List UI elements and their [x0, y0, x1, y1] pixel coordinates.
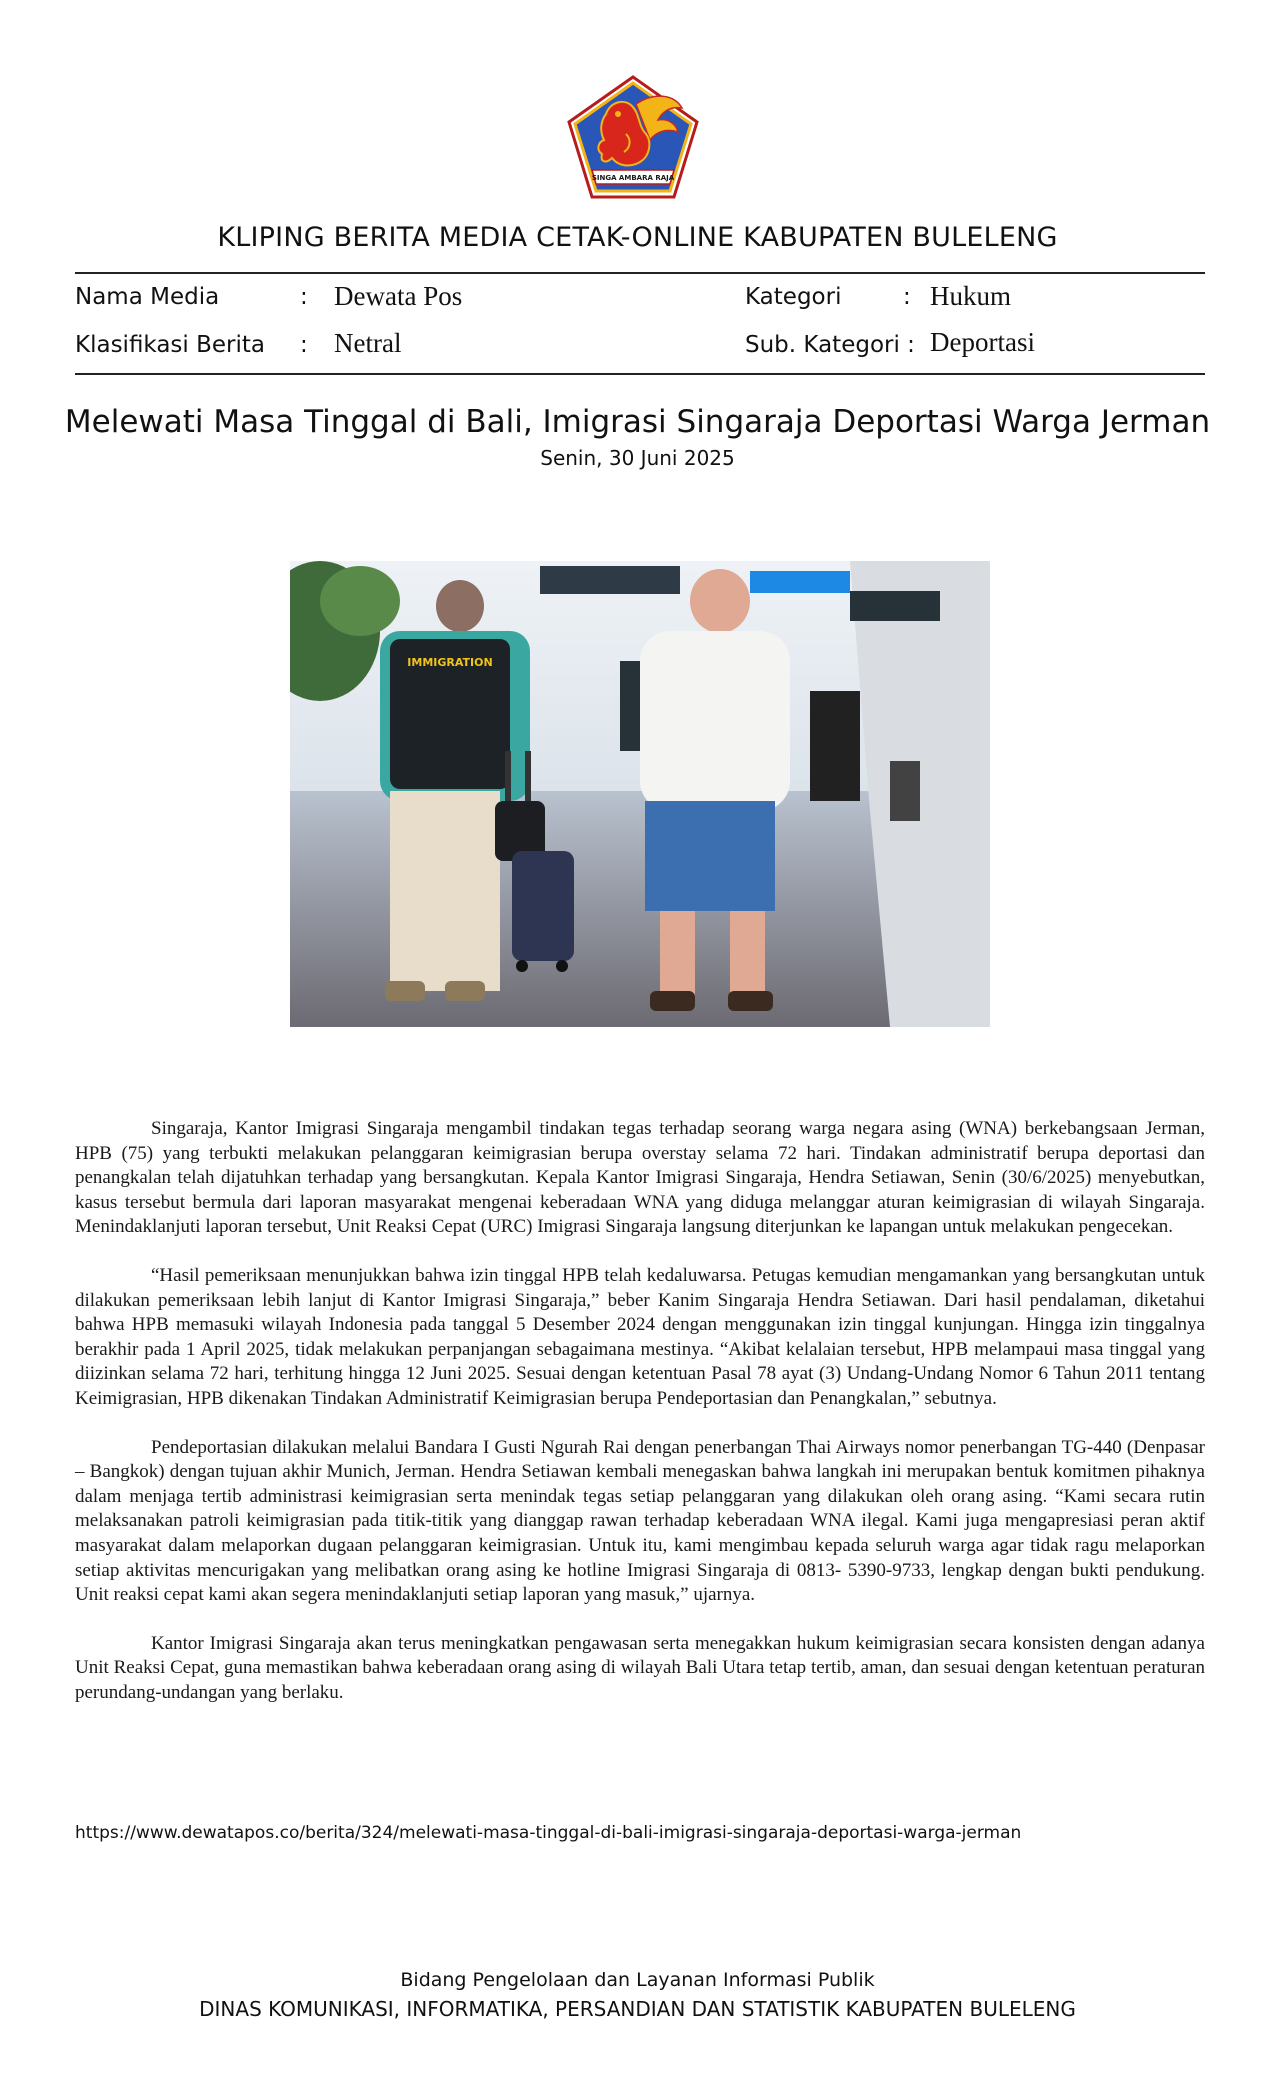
nama-media-label: Nama Media: [75, 284, 220, 310]
klasifikasi-value: Netral: [334, 328, 402, 358]
meta-kategori: [745, 282, 841, 311]
article-body: [75, 1117, 1205, 1729]
document-header-title: KLIPING BERITA MEDIA CETAK-ONLINE KABUPATEN BULELENG: [217, 222, 1058, 253]
article-paragraph-3: Pendeportasian dilakukan melalui Bandara I Gusti Ngurah Rai dengan penerbangan Thai Airways nomor penerbangan TG-440 (Denpasar – Bangkok) dengan tujuan akhir Munich, Jerman. Hendra Setiawan kembali menegaskan bahwa langkah ini merupakan bentuk komitmen pihaknya dalam menjaga tertib administrasi keimigrasian serta menindak tegas setiap pelanggaran yang dilakukan oleh orang asing. “Kami secara rutin melaksanakan patroli keimigrasian pada titik-titik yang dianggap rawan terhadap keberadaan WNA ilegal. Kami juga mengapresiasi peran aktif masyarakat dalam melaporkan dugaan pelanggaran keimigrasian. Untuk itu, kami mengimbau kepada seluruh warga agar tidak ragu melaporkan setiap aktivitas mencurigakan yang melibatkan orang asing ke hotline Imigrasi Singaraja di 0813- 5390-9733, lengkap dengan bukti pendukung. Unit reaksi cepat kami akan segera menindaklanjuti setiap laporan yang masuk,” ujarnya.: [75, 1436, 1205, 1606]
meta-colon: :: [300, 284, 308, 310]
klasifikasi-label: Klasifikasi Berita: [75, 332, 266, 358]
header-divider-bottom: [75, 373, 1205, 375]
source-url: https://www.dewatapos.co/berita/324/melewati-masa-tinggal-di-bali-imigrasi-singaraja-deportasi-warga-jerman: [75, 1823, 1022, 1843]
article-paragraph-1: Singaraja, Kantor Imigrasi Singaraja mengambil tindakan tegas terhadap seorang warga negara asing (WNA) berkebangsaan Jerman, HPB (75) yang terbukti melakukan pelanggaran keimigrasian berupa overstay selama 72 hari. Tindakan administratif berupa deportasi dan penangkalan telah dijatuhkan terhadap yang bersangkutan. Kepala Kantor Imigrasi Singaraja, Hendra Setiawan, Senin (30/6/2025) menyebutkan, kasus tersebut bermula dari laporan masyarakat mengenai keberadaan WNA yang diduga melanggar aturan keimigrasian di wilayah Singaraja. Menindaklanjuti laporan tersebut, Unit Reaksi Cepat (URC) Imigrasi Singaraja langsung diterjunkan ke lapangan untuk melakukan pengecekan.: [75, 1118, 1205, 1238]
buleleng-crest-logo: [566, 74, 700, 200]
header-divider-top: [75, 272, 1205, 274]
meta-klasifikasi: [75, 330, 265, 359]
article-headline: Melewati Masa Tinggal di Bali, Imigrasi Singaraja Deportasi Warga Jerman: [64, 404, 1211, 440]
photo-vest-text: IMMIGRATION: [407, 656, 493, 669]
meta-nama-media: [75, 282, 219, 311]
footer-agency: DINAS KOMUNIKASI, INFORMATIKA, PERSANDIAN DAN STATISTIK KABUPATEN BULELENG: [199, 1997, 1076, 2021]
sub-kategori-value: Deportasi: [930, 327, 1035, 357]
meta-colon: :: [300, 332, 308, 358]
kategori-value: Hukum: [930, 281, 1011, 311]
kategori-label: Kategori: [745, 284, 842, 310]
article-paragraph-4: Kantor Imigrasi Singaraja akan terus meningkatkan pengawasan serta menegakkan hukum keimigrasian secara konsisten dengan adanya Unit Reaksi Cepat, guna memastikan bahwa keberadaan orang asing di wilayah Bali Utara tetap tertib, aman, dan sesuai dengan ketentuan peraturan perundang-undangan yang berlaku.: [75, 1632, 1205, 1703]
article-paragraph-2: “Hasil pemeriksaan menunjukkan bahwa izin tinggal HPB telah kedaluwarsa. Petugas kemudian mengamankan yang bersangkutan untuk dilakukan pemeriksaan lebih lanjut di Kantor Imigrasi Singaraja,” beber Kanim Singaraja Hendra Setiawan. Dari hasil pendalaman, diketahui bahwa HPB memasuki wilayah Indonesia pada tanggal 5 Desember 2024 dengan menggunakan izin tinggal kunjungan. Hingga izin tinggalnya berakhir pada 1 April 2025, tidak melakukan perpanjangan sebagaimana mestinya. “Akibat kelalaian tersebut, HPB melampaui masa tinggal yang diizinkan selama 72 hari, terhitung hingga 12 Juni 2025. Sesuai dengan ketentuan Pasal 78 ayat (3) Undang-Undang Nomor 6 Tahun 2011 tentang Keimigrasian, HPB dikenakan Tindakan Administratif Keimigrasian berupa Pendeportasian dan Penangkalan,” sebutnya.: [75, 1264, 1205, 1409]
article-date: Senin, 30 Juni 2025: [540, 446, 735, 470]
meta-sub-kategori: [745, 330, 915, 359]
sub-kategori-label: Sub. Kategori :: [745, 332, 915, 358]
footer-division: Bidang Pengelolaan dan Layanan Informasi Publik: [400, 1969, 875, 1991]
article-photo: [290, 561, 990, 1027]
meta-colon: :: [903, 284, 911, 310]
crest-motto: SINGA AMBARA RAJA: [591, 174, 675, 182]
nama-media-value: Dewata Pos: [334, 281, 463, 311]
